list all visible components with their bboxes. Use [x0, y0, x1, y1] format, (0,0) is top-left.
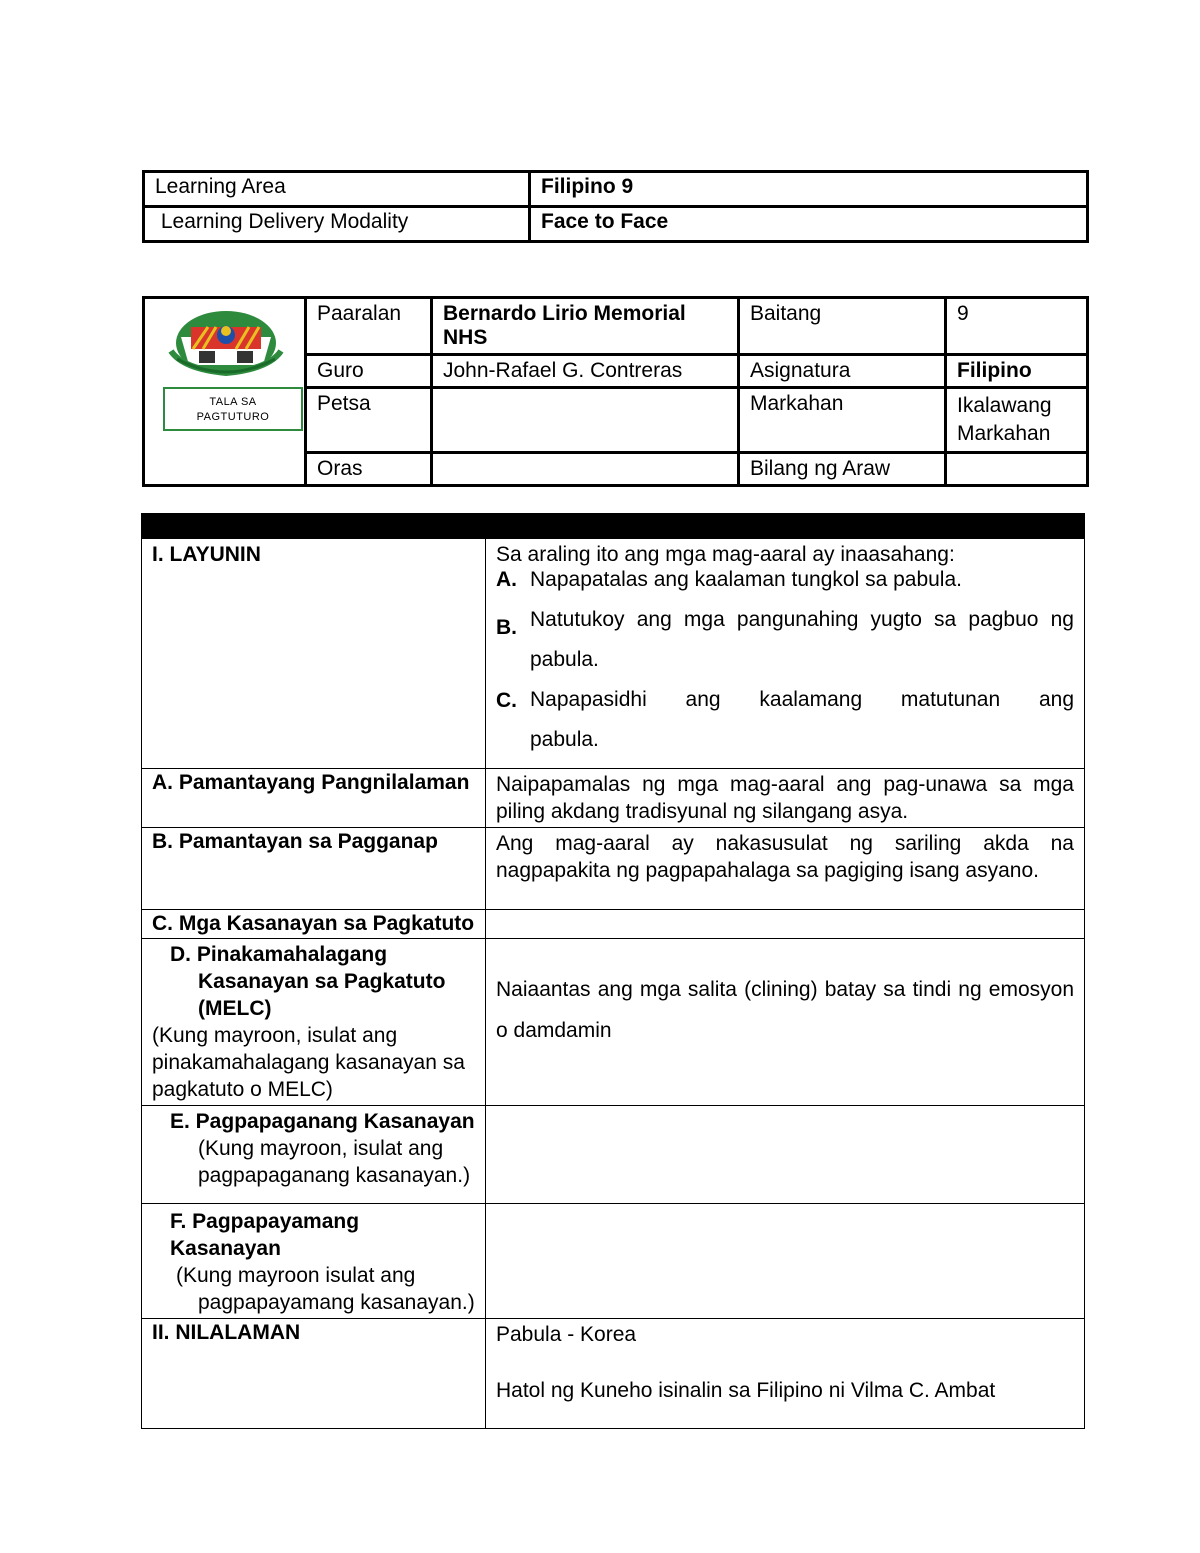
- kasanayan-label: C. Mga Kasanayan sa Pagkatuto: [142, 910, 486, 939]
- layunin-intro: Sa araling ito ang mga mag-aaral ay inaasahang:: [496, 543, 955, 566]
- objective-key: C.: [496, 689, 517, 712]
- melc-label-line1: D. Pinakamahalagang: [170, 943, 388, 966]
- table-row: [144, 298, 1088, 355]
- delivery-modality-label: Learning Delivery Modality: [144, 207, 530, 242]
- baitang-label: Baitang: [739, 298, 946, 355]
- layunin-label: I. LAYUNIN: [142, 539, 486, 769]
- school-header-table: [142, 296, 1089, 487]
- table-row: [142, 539, 1085, 769]
- objective-item: [496, 567, 1074, 593]
- lesson-plan-table: [141, 513, 1085, 1429]
- pagpapayamang-label: F. Pagpapayamang Kasanayan: [170, 1210, 360, 1260]
- table-row: [142, 1204, 1085, 1319]
- asignatura-label: Asignatura: [739, 355, 946, 388]
- school-seal-icon: [153, 307, 299, 387]
- pamantayan-pagganap-value: Ang mag-aaral ay nakasusulat ng sariling akda na nagpapakita ng pagpapahalaga sa pagiging isang asyano.: [486, 828, 1085, 910]
- table-row: [142, 939, 1085, 1106]
- objective-text: Napapasidhi ang kaalamang matutunan ang pabula.: [530, 688, 1074, 751]
- table-row: [142, 769, 1085, 828]
- kasanayan-value: [486, 910, 1085, 939]
- pagpapayamang-value: [486, 1204, 1085, 1319]
- layunin-cell: [486, 539, 1085, 769]
- pagpapaganang-label-cell: [142, 1106, 486, 1204]
- objective-item: [496, 680, 1074, 760]
- table-row: [142, 828, 1085, 910]
- oras-label: Oras: [306, 453, 432, 486]
- markahan-value: [946, 388, 1088, 453]
- markahan-value-line1: Ikalawang: [957, 394, 1052, 417]
- objective-item: [496, 607, 1074, 680]
- table-row: [142, 1106, 1085, 1204]
- melc-note: (Kung mayroon, isulat ang pinakamahalagang kasanayan sa pagkatuto o MELC): [152, 1024, 465, 1101]
- school-logo: [153, 307, 299, 437]
- logo-text-line1: TALA SA: [209, 396, 257, 408]
- oras-value: [432, 453, 739, 486]
- tala-sa-pagtuturo-box: [163, 387, 303, 431]
- melc-label-line3: (MELC): [198, 997, 272, 1020]
- table-row: [144, 207, 1088, 242]
- pagpapayamang-label-cell: [142, 1204, 486, 1319]
- pamantayan-pagganap-label: B. Pamantayan sa Pagganap: [142, 828, 486, 910]
- petsa-label: Petsa: [306, 388, 432, 453]
- pamantayang-pangnilalaman-value: Naipapamalas ng mga mag-aaral ang pag-unawa sa mga piling akdang tradisyunal ng silangang asya.: [486, 769, 1085, 828]
- table-row: [142, 1319, 1085, 1429]
- school-logo-cell: [144, 298, 306, 486]
- delivery-modality-value: Face to Face: [530, 207, 1088, 242]
- table-header-row: [142, 514, 1085, 539]
- nilalaman-value-line2: Hatol ng Kuneho isinalin sa Filipino ni Vilma C. Ambat: [496, 1379, 996, 1402]
- objective-text: Natutukoy ang mga pangunahing yugto sa pagbuo ng pabula.: [530, 608, 1074, 671]
- table-row: [144, 172, 1088, 207]
- learning-area-label: Learning Area: [144, 172, 530, 207]
- melc-label-line2: Kasanayan sa Pagkatuto: [198, 970, 446, 993]
- nilalaman-label: II. NILALAMAN: [142, 1319, 486, 1429]
- pagpapaganang-value: [486, 1106, 1085, 1204]
- logo-text-line2: PAGTUTURO: [196, 411, 270, 423]
- paaralan-value: Bernardo Lirio Memorial NHS: [432, 298, 739, 355]
- nilalaman-cell: [486, 1319, 1085, 1429]
- melc-value: Naiaantas ang mga salita (clining) batay sa tindi ng emosyon o damdamin: [486, 939, 1085, 1106]
- bilang-value: [946, 453, 1088, 486]
- guro-value: John-Rafael G. Contreras: [432, 355, 739, 388]
- objective-text: Napapatalas ang kaalaman tungkol sa pabula.: [530, 568, 962, 591]
- objective-key: A.: [496, 568, 517, 591]
- pagpapayamang-note-line1: (Kung mayroon isulat ang: [176, 1264, 416, 1287]
- petsa-value: [432, 388, 739, 453]
- nilalaman-value-line1: Pabula - Korea: [496, 1323, 637, 1346]
- learning-area-table: [142, 170, 1089, 243]
- baitang-value: 9: [946, 298, 1088, 355]
- asignatura-value: Filipino: [946, 355, 1088, 388]
- markahan-value-line2: Markahan: [957, 422, 1051, 445]
- table-row: [142, 910, 1085, 939]
- pamantayang-pangnilalaman-label: A. Pamantayang Pangnilalaman: [142, 769, 486, 828]
- header-cell: [486, 514, 1085, 539]
- objective-key: B.: [496, 616, 517, 639]
- guro-label: Guro: [306, 355, 432, 388]
- markahan-label: Markahan: [739, 388, 946, 453]
- bilang-label: Bilang ng Araw: [739, 453, 946, 486]
- header-cell: [142, 514, 486, 539]
- paaralan-label: Paaralan: [306, 298, 432, 355]
- pagpapaganang-note: (Kung mayroon, isulat ang pagpapaganang kasanayan.): [198, 1137, 471, 1187]
- pagpapayamang-note-line2: pagpapayamang kasanayan.): [198, 1291, 475, 1314]
- pagpapaganang-label: E. Pagpapaganang Kasanayan: [170, 1110, 475, 1133]
- melc-label-cell: [142, 939, 486, 1106]
- learning-area-value: Filipino 9: [530, 172, 1088, 207]
